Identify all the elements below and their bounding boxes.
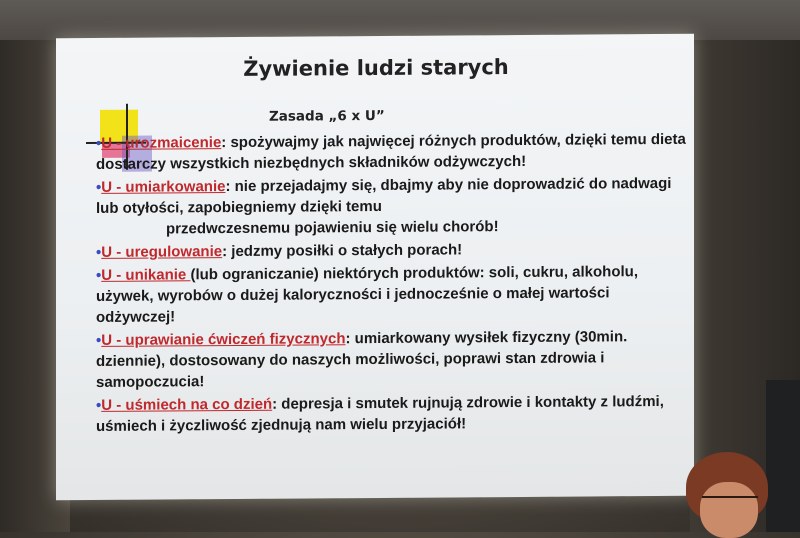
dark-board: [766, 380, 800, 532]
rule-text: : spożywajmy jak najwięcej różnych produktów, dzięki temu dieta dostarczy wszystkich niezbędnych składników odżywczych!: [96, 130, 686, 173]
rule-text: : jedzmy posiłki o stałych porach!: [222, 241, 463, 261]
list-item-uregulowanie: [96, 238, 686, 263]
presenter-face: [700, 482, 758, 538]
rule-text-continued: przedwczesnemu pojawieniu się wielu chorób!: [166, 218, 499, 238]
slide-title: Żywienie ludzi starych: [243, 55, 509, 81]
slide-content: [96, 129, 686, 439]
bullet-icon: •: [96, 331, 102, 349]
slide-subtitle: Zasada „6 x U”: [269, 107, 385, 125]
rule-text: : depresja i smutek rujnują zdrowie i kontakty z ludźmi, uśmiech i życzliwość zjednują nam wielu przyjaciół!: [96, 392, 664, 435]
rule-text: : umiarkowany wysiłek fizyczny (30min. dziennie), dostosowany do naszych możliwości, poprawi stan zdrowia i samopoczucia!: [96, 328, 628, 391]
list-item-usmiech: [96, 391, 686, 437]
rule-key: U - unikanie: [101, 266, 191, 284]
list-item-unikanie: [96, 261, 686, 328]
list-item-uprawianie: [96, 326, 686, 393]
bullet-icon: •: [96, 396, 102, 414]
rule-key: U - umiarkowanie: [101, 178, 226, 196]
bullet-icon: •: [96, 243, 102, 261]
rule-text: : nie przejadajmy się, dbajmy aby nie doprowadzić do nadwagi lub otyłości, zapobiegniemy dzięki temu: [96, 174, 672, 217]
glasses-icon: [702, 496, 758, 508]
rule-key: U - urozmaicenie: [101, 134, 222, 152]
rule-key: U - uśmiech na co dzień: [101, 395, 273, 414]
bullet-icon: •: [96, 178, 102, 196]
list-item-umiarkowanie: [96, 173, 686, 240]
rule-key: U - uprawianie ćwiczeń fizycznych: [101, 330, 346, 349]
rule-key: U - uregulowanie: [101, 243, 223, 261]
presenter-head: [686, 452, 770, 532]
list-item-urozmaicenie: [96, 129, 686, 175]
rule-text: (lub ograniczanie) niektórych produktów: soli, cukru, alkoholu, używek, wyrobów o dużej kaloryczności i jednocześnie o małej wartości odżywczej!: [96, 263, 638, 326]
projection-screen: [56, 34, 694, 500]
bullet-icon: •: [96, 134, 102, 152]
bullet-icon: •: [96, 266, 102, 284]
